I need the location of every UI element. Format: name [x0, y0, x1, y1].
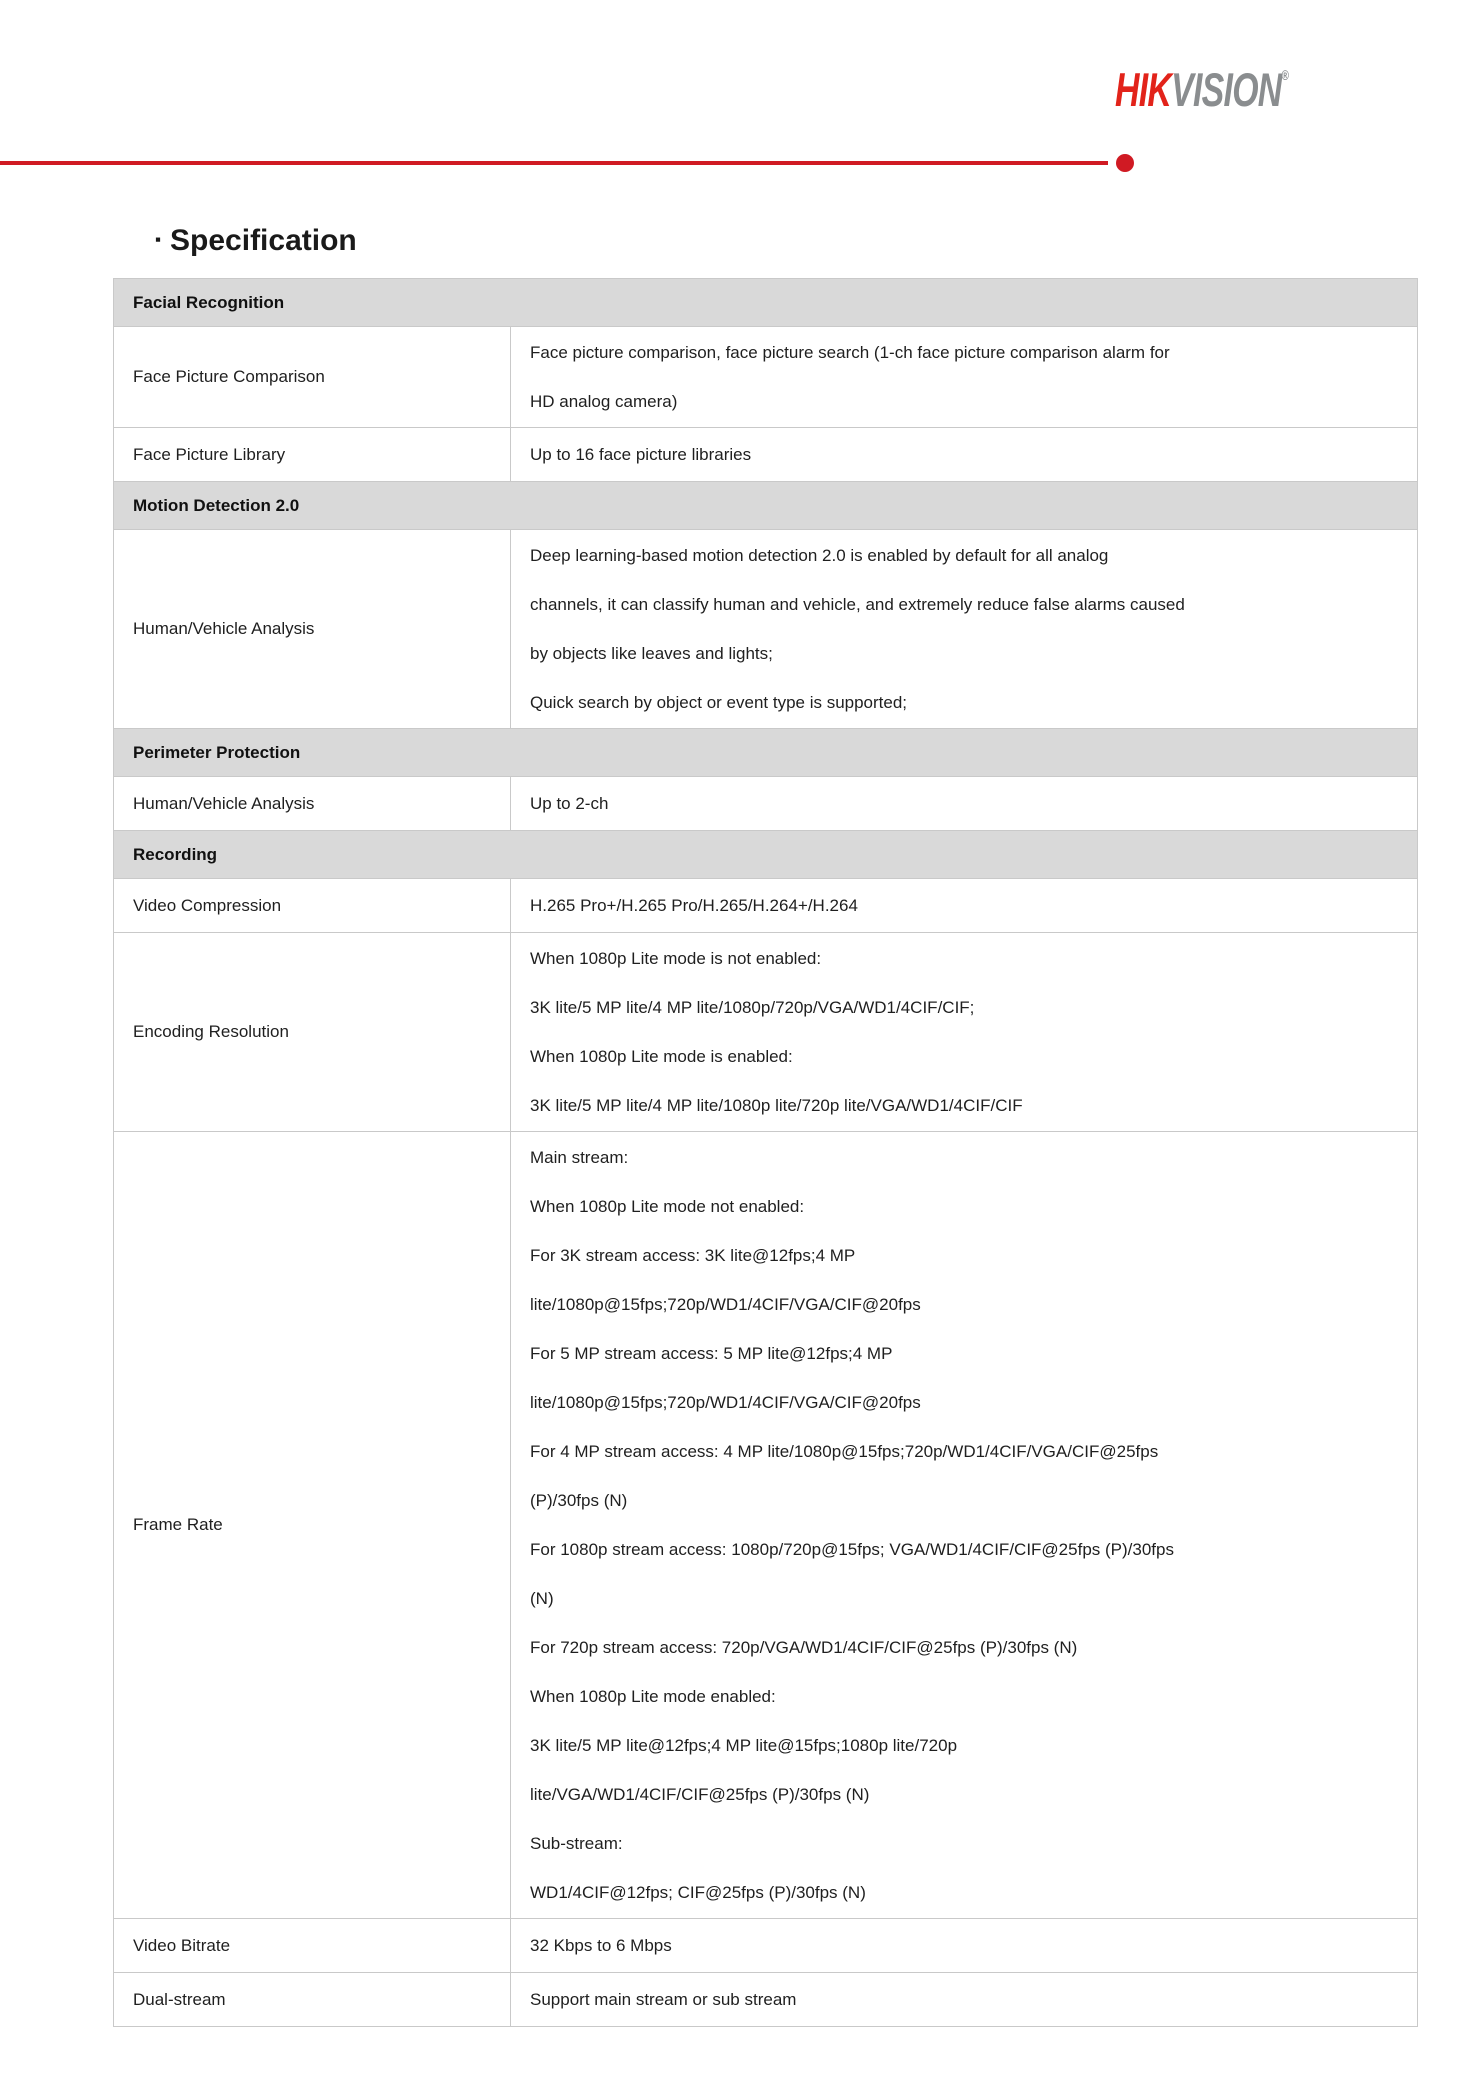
spec-row [114, 879, 1418, 933]
spec-value-line: WD1/4CIF@12fps; CIF@25fps (P)/30fps (N) [530, 1883, 866, 1902]
spec-value-line: (P)/30fps (N) [530, 1491, 628, 1510]
red-divider-line [0, 161, 1108, 165]
spec-value-line: For 4 MP stream access: 4 MP lite/1080p@15fps;720p/WD1/4CIF/VGA/CIF@25fps [530, 1442, 1159, 1461]
spec-row [114, 428, 1418, 482]
hikvision-logo [1115, 62, 1289, 117]
spec-value [511, 1919, 1418, 1973]
square-bullet-icon: ▪ [155, 230, 162, 249]
logo-hik-text: HIK [1115, 63, 1172, 116]
spec-row [114, 530, 1418, 729]
page-title-text: Specification [170, 224, 357, 257]
spec-label: Dual-stream [114, 1973, 511, 2027]
spec-value-line: When 1080p Lite mode is not enabled: [530, 949, 822, 968]
spec-value [511, 428, 1418, 482]
spec-label: Frame Rate [114, 1132, 511, 1919]
spec-value-line: Main stream: [530, 1148, 629, 1167]
spec-value-line: When 1080p Lite mode enabled: [530, 1687, 776, 1706]
spec-value-line: Up to 2-ch [530, 794, 609, 813]
page-title [155, 224, 357, 258]
spec-row [114, 777, 1418, 831]
spec-value-line: Support main stream or sub stream [530, 1990, 797, 2009]
spec-row [114, 327, 1418, 428]
spec-label: Face Picture Library [114, 428, 511, 482]
spec-row [114, 1919, 1418, 1973]
spec-label: Video Bitrate [114, 1919, 511, 1973]
spec-value-line: H.265 Pro+/H.265 Pro/H.265/H.264+/H.264 [530, 896, 858, 915]
specification-table [113, 278, 1417, 2027]
spec-value-line: channels, it can classify human and vehicle, and extremely reduce false alarms caused [530, 595, 1185, 614]
spec-value-line: For 720p stream access: 720p/VGA/WD1/4CIF/CIF@25fps (P)/30fps (N) [530, 1638, 1078, 1657]
section-header-label: Perimeter Protection [114, 729, 1418, 777]
spec-value-line: Face picture comparison, face picture search (1-ch face picture comparison alarm for [530, 343, 1170, 362]
spec-row [114, 933, 1418, 1132]
spec-value [511, 879, 1418, 933]
spec-value-line: Deep learning-based motion detection 2.0 is enabled by default for all analog [530, 546, 1109, 565]
spec-value-line: Up to 16 face picture libraries [530, 445, 752, 464]
red-divider-dot-icon [1116, 154, 1134, 172]
spec-value-line: For 1080p stream access: 1080p/720p@15fps; VGA/WD1/4CIF/CIF@25fps (P)/30fps [530, 1540, 1174, 1559]
spec-value [511, 777, 1418, 831]
spec-value-line: 3K lite/5 MP lite/4 MP lite/1080p/720p/VGA/WD1/4CIF/CIF; [530, 998, 975, 1017]
spec-value-line: 32 Kbps to 6 Mbps [530, 1936, 672, 1955]
spec-value-line: For 5 MP stream access: 5 MP lite@12fps;4 MP [530, 1344, 893, 1363]
spec-value-line: HD analog camera) [530, 392, 678, 411]
spec-value [511, 327, 1418, 428]
spec-value-line: When 1080p Lite mode not enabled: [530, 1197, 805, 1216]
section-row [114, 831, 1418, 879]
spec-value-line: 3K lite/5 MP lite/4 MP lite/1080p lite/720p lite/VGA/WD1/4CIF/CIF [530, 1096, 1023, 1115]
section-row [114, 279, 1418, 327]
spec-value-line: lite/1080p@15fps;720p/WD1/4CIF/VGA/CIF@20fps [530, 1393, 921, 1412]
spec-value [511, 530, 1418, 729]
spec-value [511, 1132, 1418, 1919]
spec-value-line: lite/1080p@15fps;720p/WD1/4CIF/VGA/CIF@20fps [530, 1295, 921, 1314]
spec-label: Human/Vehicle Analysis [114, 530, 511, 729]
spec-value-line: Quick search by object or event type is supported; [530, 693, 908, 712]
spec-value-line: For 3K stream access: 3K lite@12fps;4 MP [530, 1246, 856, 1265]
spec-value-line: by objects like leaves and lights; [530, 644, 773, 663]
section-header-label: Motion Detection 2.0 [114, 482, 1418, 530]
section-header-label: Recording [114, 831, 1418, 879]
spec-label: Video Compression [114, 879, 511, 933]
spec-row [114, 1973, 1418, 2027]
spec-label: Human/Vehicle Analysis [114, 777, 511, 831]
spec-value-line: (N) [530, 1589, 554, 1608]
section-row [114, 729, 1418, 777]
spec-value [511, 933, 1418, 1132]
logo-vision-text: VISION [1171, 63, 1282, 116]
spec-value-line: lite/VGA/WD1/4CIF/CIF@25fps (P)/30fps (N) [530, 1785, 870, 1804]
spec-table-body [114, 279, 1418, 2027]
spec-value-line: When 1080p Lite mode is enabled: [530, 1047, 793, 1066]
spec-label: Encoding Resolution [114, 933, 511, 1132]
spec-label: Face Picture Comparison [114, 327, 511, 428]
spec-value-line: Sub-stream: [530, 1834, 623, 1853]
section-row [114, 482, 1418, 530]
spec-value [511, 1973, 1418, 2027]
spec-row [114, 1132, 1418, 1919]
section-header-label: Facial Recognition [114, 279, 1418, 327]
spec-value-line: 3K lite/5 MP lite@12fps;4 MP lite@15fps;1080p lite/720p [530, 1736, 958, 1755]
registered-trademark-icon: ® [1281, 67, 1289, 83]
